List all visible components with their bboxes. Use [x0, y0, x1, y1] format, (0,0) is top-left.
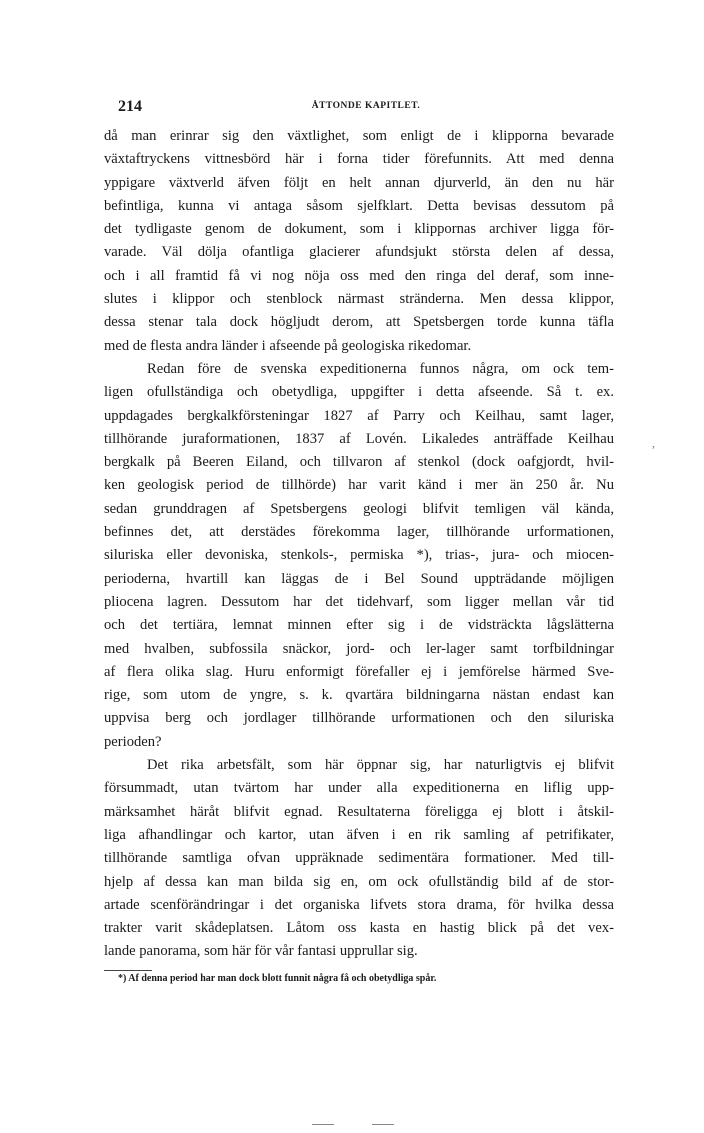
text-line: yppigare växtverld äfven följt en helt annan djurverld, än den nu här	[104, 174, 614, 191]
text-line: då man erinrar sig den växtlighet, som enligt de i klipporna bevarade	[104, 128, 614, 144]
scan-edge-mark	[372, 1124, 394, 1125]
page-number: 214	[118, 98, 142, 115]
text-line: befintliga, kunna vi antaga såsom sjelfklart. Detta bevisas dessutom på	[104, 197, 614, 214]
text-line: pliocena lagren. Dessutom har det tidehvarf, som ligger mellan vår tid	[104, 593, 614, 610]
text-line: växtaftryckens vittnesbörd här i forna tider förefunnits. Att med denna	[104, 151, 614, 168]
text-line: slutes i klippor och stenblock närmast stränderna. Men dessa klippor,	[104, 291, 614, 308]
body-text	[104, 125, 614, 964]
paragraph	[104, 754, 614, 964]
text-line: med de flesta andra länder i afseende på geologiska rikedomar.	[104, 337, 472, 354]
paragraph	[104, 358, 614, 754]
text-line: dessa stenar tala dock högljudt derom, att Spetsbergen torde kunna täfla	[104, 314, 614, 331]
text-line: siluriska eller devoniska, stenkols-, permiska *), trias-, jura- och miocen-	[104, 547, 614, 564]
text-line: hjelp af dessa kan man bilda sig en, om ock ofullständig bild af de stor-	[104, 873, 614, 890]
text-line: märksamhet häråt blifvit egnad. Resultaterna föreligga ej blott i åtskil-	[104, 803, 614, 820]
text-line: och det tertiära, lemnat minnen efter sig i de vidsträckta lågslätterna	[104, 617, 614, 634]
text-line: ligen ofullständiga och obetydliga, uppgifter i detta afseende. Så t. ex.	[104, 384, 614, 401]
text-line: liga afhandlingar och kartor, utan äfven i en rik samling af petrifikater,	[104, 826, 614, 843]
text-line: försummadt, utan tvärtom har under alla expeditionerna en liflig upp-	[104, 780, 614, 797]
text-line: rige, som utom de yngre, s. k. qvartära bildningarna nästan endast kan	[104, 687, 614, 704]
text-line: sedan grunddragen af Spetsbergens geologi blifvit temligen väl kända,	[104, 500, 614, 517]
footnote-rule	[104, 970, 152, 971]
text-line: tillhörande juraformationen, 1837 af Lovén. Likaledes anträffade Keilhau	[104, 430, 614, 447]
running-head: ÅTTONDE KAPITLET.	[311, 101, 421, 111]
text-line: befinnes det, att derstädes förekomma lager, tillhörande urformationen,	[104, 524, 614, 541]
text-line: varade. Väl dölja ofantliga glacierer afundsjukt största delen af dessa,	[104, 244, 614, 261]
text-line: lande panorama, som här för vår fantasi upprullar sig.	[104, 943, 418, 960]
text-line: uppvisa berg och jordlager tillhörande urformationen och den siluriska	[104, 710, 614, 727]
text-line: och i all framtid få vi nog nöja oss med den ringa del deraf, som inne-	[104, 267, 614, 284]
text-line: perioderna, hvartill kan läggas de i Bel Sound uppträdande möjligen	[104, 570, 614, 587]
text-line: med hvalben, subfossila snäckor, jord- och ler-lager samt torfbildningar	[104, 640, 614, 657]
footnote: *) Af denna period har man dock blott funnit några få och obetydliga spår.	[118, 973, 437, 984]
text-line: perioden?	[104, 733, 162, 750]
text-line: det tydligaste genom de dokument, som i klippornas archiver ligga för-	[104, 221, 614, 238]
text-line: bergkalk på Beeren Eiland, och tillvaron af stenkol (dock oafgjordt, hvil-	[104, 454, 614, 471]
text-line: tillhörande samtliga ofvan uppräknade sedimentära formationer. Med till-	[104, 850, 614, 867]
scan-edge-mark	[312, 1124, 334, 1125]
scan-artifact: ,	[652, 436, 655, 450]
text-line: artade scenförändringar i det organiska lifvets stora drama, för hvilka dessa	[104, 896, 614, 913]
text-line: Redan före de svenska expeditionerna funnos några, om ock tem-	[147, 360, 614, 377]
paragraph	[104, 125, 614, 358]
text-line: trakter varit skådeplatsen. Låtom oss kasta en hastig blick på det vex-	[104, 920, 614, 937]
text-line: af flera olika slag. Huru enformigt förefaller ej i jemförelse härmed Sve-	[104, 663, 614, 680]
page-header	[118, 98, 614, 118]
text-line: uppdagades bergkalkförsteningar 1827 af Parry och Keilhau, samt lager,	[104, 407, 614, 424]
text-line: ken geologisk period de tillhörde) har varit känd i mer än 250 år. Nu	[104, 477, 614, 494]
text-line: Det rika arbetsfält, som här öppnar sig, har naturligtvis ej blifvit	[147, 757, 614, 774]
